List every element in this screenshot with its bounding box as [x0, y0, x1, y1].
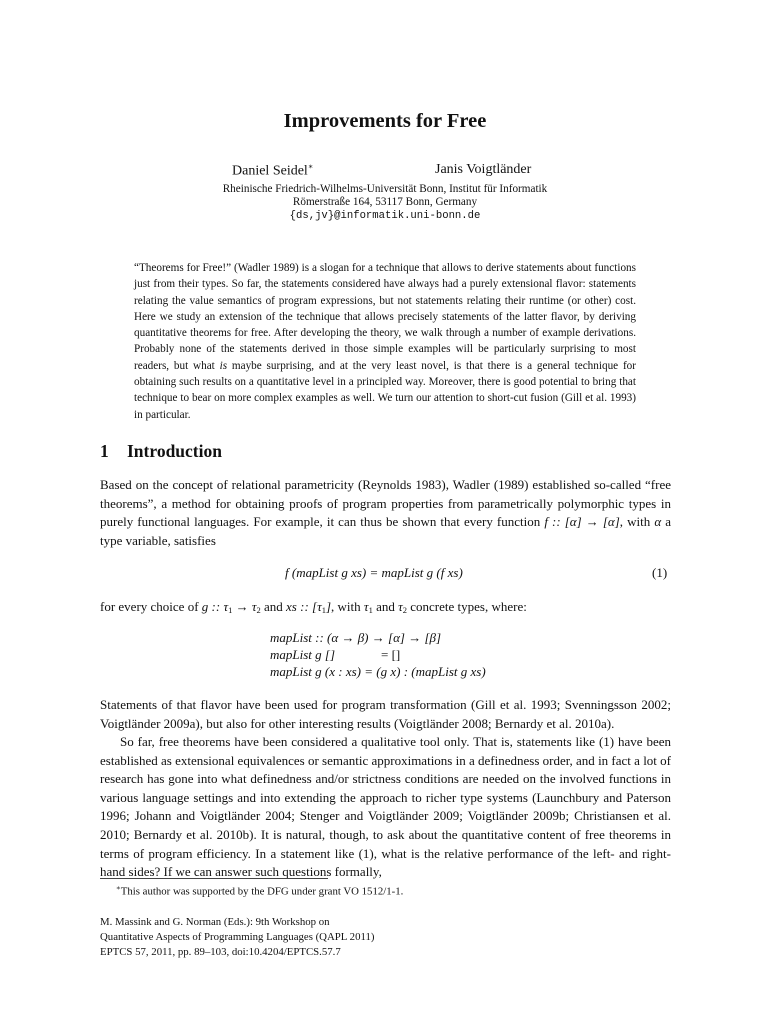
publication-line-2: Quantitative Aspects of Programming Languages (QAPL 2011)	[100, 931, 375, 943]
intro-text: Based on the concept of relational parametricity (Reynolds 1983), Wadler (1989) established so-called “free theorems”, a method for obtaining proofs of program properties from parametrically polymorphic types in purely functional languages. For example, it can thus be shown that every function	[100, 477, 671, 530]
publication-line-3: EPTCS 57, 2011, pp. 89–103, doi:10.4204/EPTCS.57.7	[100, 946, 341, 958]
math: xs :: [τ	[286, 599, 322, 614]
text: , with	[331, 599, 364, 614]
definition-maplist-cons: mapList g (x : xs) = (g x) : (mapList g xs)	[270, 664, 486, 679]
abstract-text-2: maybe surprising, and at the very least novel, is that there is a general technique for obtaining such results on a quantitative level in a principled way. Moreover, there is good potential to bring that technique to bear on more complex examples as well. We turn our attention to short-cut fusion (Gill et al. 1993) in particular.	[134, 359, 636, 421]
math: ]	[325, 599, 332, 614]
text: and	[260, 599, 287, 614]
definition-maplist-nil-rhs: = []	[381, 647, 401, 662]
abstract	[134, 260, 636, 423]
text: for every choice of	[100, 599, 202, 614]
subscript: 1	[368, 605, 373, 615]
abstract-text-1: “Theorems for Free!” (Wadler 1989) is a slogan for a technique that allows to derive statements about functions just from their types. So far, the statements considered have always had a purely extensional flavor: statements relating the value semantics of program expressions, but not statements relating their runtime (or other) cost. Here we study an extension of the technique that allows precisely statements of the latter flavor, by deriving quantitative theorems for free. After developing the theory, we walk through a number of example derivations. Probably none of the statements derived in those simple examples will be particularly surprising to most readers, but what	[134, 262, 636, 372]
footnote-text: This author was supported by the DFG under grant VO 1512/1-1.	[120, 885, 404, 898]
intro-paragraph-1	[100, 476, 671, 550]
subscript: 2	[402, 605, 408, 615]
affiliation-institute: Rheinische Friedrich-Wilhelms-Universität Bonn, Institut für Informatik	[222, 183, 548, 195]
math: g :: τ	[201, 599, 229, 614]
math: → τ	[232, 599, 257, 614]
author-voigtlaender	[435, 162, 531, 178]
text: concrete types, where:	[407, 599, 527, 614]
footnote	[116, 884, 403, 898]
footnote-rule	[100, 878, 328, 879]
inline-math-signature: f :: [α] → [α]	[544, 514, 620, 530]
equation-1-number: (1)	[652, 565, 668, 580]
author-name: Daniel Seidel	[232, 163, 308, 179]
inline-math-alpha: α	[654, 514, 662, 530]
author-name: Janis Voigtländer	[435, 162, 532, 177]
intro-paragraph-2: Statements of that flavor have been used for program transformation (Gill et al. 1993; Svenningsson 2002; Voigtländer 2009a), but also for other interesting results (Voigtländer 2008; Bernardy et al. 2010a).	[100, 697, 671, 731]
section-title: Introduction	[127, 441, 222, 461]
author-seidel	[232, 162, 313, 180]
author-footnote-mark: ∗	[307, 162, 314, 171]
footnote-mark: ∗	[116, 884, 121, 892]
abstract-emphasis: is	[219, 359, 228, 372]
intro-text-end: a type variable, satisfies	[100, 514, 671, 548]
publication-line-1: M. Massink and G. Norman (Eds.): 9th Workshop on	[100, 916, 330, 928]
paper-title: Improvements for Free	[283, 110, 487, 132]
subscript: 1	[228, 605, 233, 615]
publication-info	[100, 915, 374, 960]
equation-1: f (mapList g xs) = mapList g (f xs)	[285, 565, 463, 580]
intro-paragraph-3: So far, free theorems have been considered a qualitative tool only. That is, statements like (1) have been established as extensional equivalences or semantic approximations in a definedness order, and in fact a lot of research has gone into what definedness and/or strictness conditions are needed on the involved functions in various language settings and into extending the approach to richer type systems (Launchbury and Paterson 1996; Johann and Voigtländer 2004; Stenger and Voigtländer 2009; Voigtländer 2009b; Christiansen et al. 2010; Bernardy et al. 2010b). It is natural, though, to ask about the quantitative content of free theorems in terms of program efficiency. In a statement like (1), what is the relative performance of the left- and right-hand sides? If we can answer such questions formally,	[100, 734, 671, 880]
section-heading-introduction	[100, 441, 222, 462]
definition-maplist-nil-lhs: mapList g []	[270, 647, 336, 662]
math: τ	[363, 599, 369, 614]
definition-maplist-type: mapList :: (α → β) → [α] → [β]	[270, 630, 442, 645]
affiliation-address: Römerstraße 164, 53117 Bonn, Germany	[292, 196, 478, 208]
subscript: 1	[321, 605, 326, 615]
author-email: {ds,jv}@informatik.uni-bonn.de	[289, 210, 481, 222]
math: τ	[398, 599, 403, 614]
section-number: 1	[100, 441, 109, 461]
subscript: 2	[256, 605, 261, 615]
text: and	[372, 599, 399, 614]
intro-where-line	[100, 598, 671, 620]
intro-text-cont: , with	[619, 514, 655, 530]
